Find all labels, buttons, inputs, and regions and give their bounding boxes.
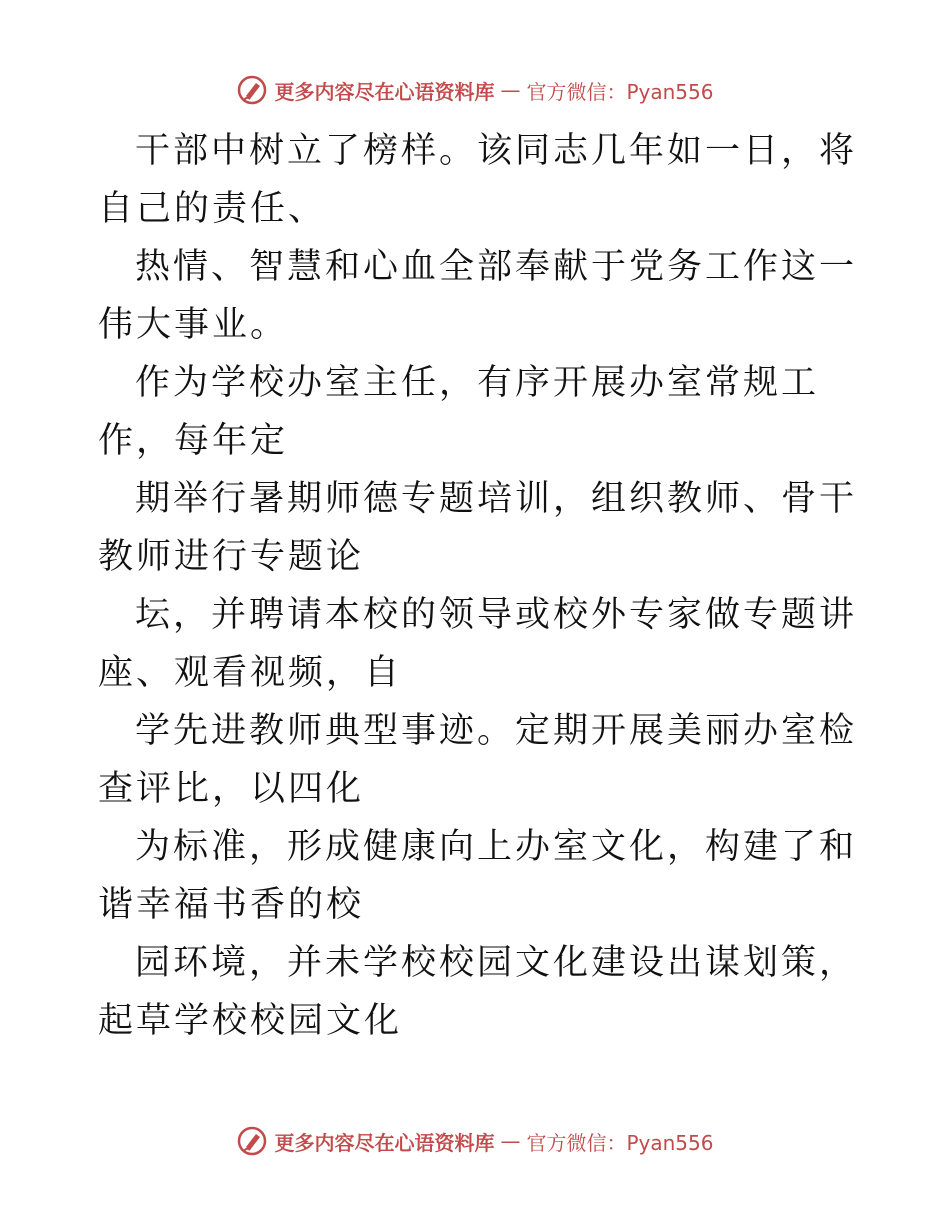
footer-watermark — [0, 1125, 950, 1157]
watermark-site-text: 更多内容尽在心语资料库 — [274, 79, 495, 104]
paragraph: 为标准，形成健康向上办室文化，构建了和谐幸福书香的校 — [98, 827, 858, 925]
header-watermark — [0, 74, 950, 106]
brush-logo-icon — [236, 74, 268, 106]
paragraph: 期举行暑期师德专题培训，组织教师、骨干教师进行专题论 — [98, 479, 858, 577]
brush-logo-icon — [236, 1125, 268, 1157]
paragraph: 学先进教师典型事迹。定期开展美丽办室检查评比，以四化 — [98, 711, 858, 809]
paragraph: 热情、智慧和心血全部奉献于党务工作这一伟大事业。 — [98, 247, 858, 345]
paragraph: 园环境，并未学校校园文化建设出谋划策，起草学校校园文化 — [98, 943, 858, 1041]
watermark-wechat-text: 官方微信：Pyan556 — [526, 1130, 714, 1155]
document-body — [98, 122, 858, 1050]
watermark-wechat-text: 官方微信：Pyan556 — [526, 79, 714, 104]
paragraph: 坛，并聘请本校的领导或校外专家做专题讲座、观看视频，自 — [98, 595, 858, 693]
watermark-dash: — — [500, 78, 521, 102]
watermark-site-text: 更多内容尽在心语资料库 — [274, 1130, 495, 1155]
paragraph: 干部中树立了榜样。该同志几年如一日，将自己的责任、 — [98, 131, 858, 229]
paragraph: 作为学校办室主任，有序开展办室常规工作，每年定 — [98, 363, 820, 461]
watermark-dash: — — [500, 1129, 521, 1153]
